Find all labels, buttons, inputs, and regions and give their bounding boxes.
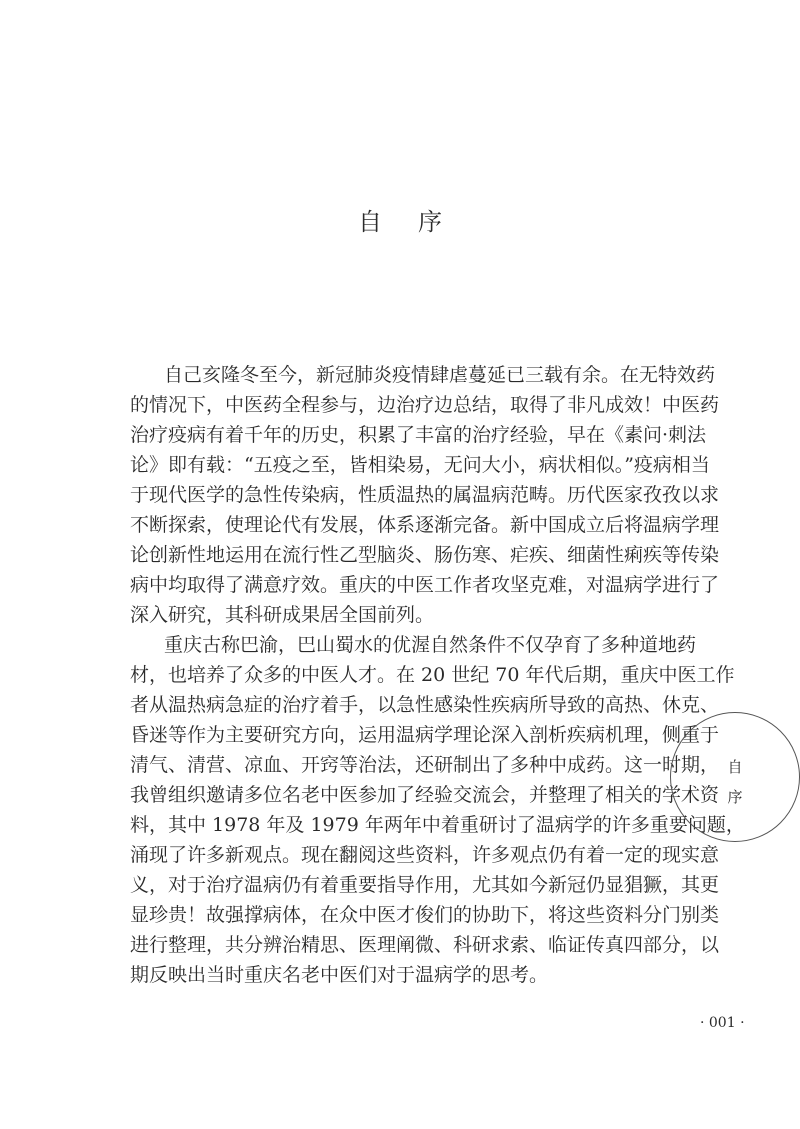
text-line: 不断探索，使理论代有发展，体系逐渐完备。新中国成立后将温病学理: [130, 514, 720, 536]
text-line: 料，其中 1978 年及 1979 年两年中着重研讨了温病学的许多重要问题，: [130, 814, 745, 836]
title-char-2: 序: [418, 208, 442, 236]
text-line: 义，对于治疗温病仍有着重要指导作用，尤其如今新冠仍显猖獗，其更: [130, 874, 720, 896]
text-line: 昏迷等作为主要研究方向，运用温病学理论深入剖析疾病机理，侧重于: [130, 724, 720, 746]
text-line: 材，也培养了众多的中医人才。在 20 世纪 70 年代后期，重庆中医工作: [130, 664, 735, 686]
text-line: 进行整理，共分辨治精思、医理阐微、科研求索、临证传真四部分，以: [130, 934, 720, 956]
text-line: 显珍贵！故强撑病体，在众中医才俊们的协助下，将这些资料分门别类: [130, 904, 720, 926]
text-line: 治疗疫病有着千年的历史，积累了丰富的治疗经验，早在《素问·刺法: [130, 424, 707, 446]
text-line: 期反映出当时重庆名老中医们对于温病学的思考。: [130, 964, 549, 986]
text-line: 的情况下，中医药全程参与，边治疗边总结，取得了非凡成效！中医药: [130, 394, 720, 416]
section-tab-label: [724, 752, 746, 812]
section-tab-char-1: 自: [727, 758, 743, 776]
text-line: 深入研究，其科研成果居全国前列。: [130, 604, 435, 626]
page-number: · 001 ·: [700, 1015, 745, 1031]
text-line: 重庆古称巴渝，巴山蜀水的优渥自然条件不仅孕育了多种道地药: [164, 634, 697, 656]
text-line: 病中均取得了满意疗效。重庆的中医工作者攻坚克难，对温病学进行了: [130, 574, 720, 596]
paragraph: [130, 630, 745, 990]
text-line: 论创新性地运用在流行性乙型脑炎、肠伤寒、疟疾、细菌性痢疾等传染: [130, 544, 720, 566]
section-tab-char-2: 序: [727, 788, 743, 806]
page-title: [0, 202, 800, 237]
text-line: 清气、清营、凉血、开窍等治法，还研制出了多种中成药。这一时期，: [130, 754, 720, 776]
text-line: 于现代医学的急性传染病，性质温热的属温病范畴。历代医家孜孜以求: [130, 484, 720, 506]
text-line: 涌现了许多新观点。现在翻阅这些资料，许多观点仍有着一定的现实意: [130, 844, 720, 866]
text-line: 论》即有载：“五疫之至，皆相染易，无问大小，病状相似。”疫病相当: [130, 454, 710, 476]
text-line: 自己亥隆冬至今，新冠肺炎疫情肆虐蔓延已三载有余。在无特效药: [164, 364, 716, 386]
preface-body: [130, 360, 745, 990]
paragraph: [130, 360, 720, 630]
text-line: 我曾组织邀请多位名老中医参加了经验交流会，并整理了相关的学术资: [130, 784, 720, 806]
title-char-1: 自: [358, 208, 382, 236]
text-line: 者从温热病急症的治疗着手，以急性感染性疾病所导致的高热、休克、: [130, 694, 720, 716]
